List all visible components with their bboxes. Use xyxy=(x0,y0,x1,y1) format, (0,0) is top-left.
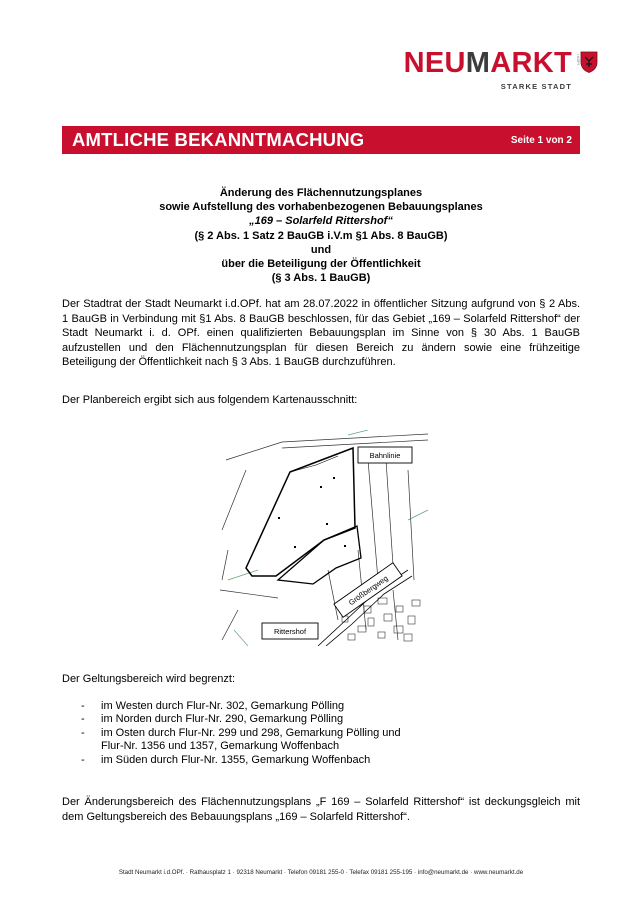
boundary-intro-text: Der Geltungsbereich wird begrenzt: xyxy=(62,673,236,685)
heading-line: (§ 3 Abs. 1 BauGB) xyxy=(271,272,371,285)
list-item xyxy=(62,727,580,754)
logo-text-arkt: ARKT xyxy=(490,47,572,79)
logo-tagline: STARKE STADT xyxy=(500,82,572,91)
list-item-text: im Westen durch Flur-Nr. 302, Gemarkung Pölling xyxy=(101,700,345,712)
map-label-rail: Bahnlinie xyxy=(369,451,401,460)
list-dash: - xyxy=(81,713,85,726)
heading-line: und xyxy=(310,243,332,256)
list-item-text: im Norden durch Flur-Nr. 290, Gemarkung Pölling xyxy=(101,713,344,726)
city-logo xyxy=(398,44,598,100)
logo-text-neu: NEU xyxy=(403,47,466,79)
logo-text-m: M xyxy=(465,47,491,79)
heading-line: „169 – Solarfeld Rittershof“ xyxy=(249,215,393,228)
closing-paragraph: Der Änderungsbereich des Flächennutzungsplans „F 169 – Solarfeld Rittershof“ ist deckungsgleich mit dem Geltungsbereich des Bebauungsplans „169 – Solarfeld Rittershof“. xyxy=(62,796,580,823)
list-item xyxy=(62,754,580,767)
list-item-text: im Süden durch Flur-Nr. 1355, Gemarkung Woffenbach xyxy=(101,753,371,766)
heading-line: über die Beteiligung der Öffentlichkeit xyxy=(221,258,421,271)
list-item-text: Flur-Nr. 1356 und 1357, Gemarkung Woffenbach xyxy=(101,740,340,753)
heading-line: (§ 2 Abs. 1 Satz 2 BauGB i.V.m §1 Abs. 8 BauGB) xyxy=(194,229,448,242)
list-dash: - xyxy=(81,726,85,739)
heading-line: sowie Aufstellung des vorhabenbezogenen Bebauungsplanes xyxy=(159,201,483,214)
banner-title: AMTLICHE BEKANNTMACHUNG xyxy=(72,129,365,150)
heading-line: Änderung des Flächennutzungsplanes xyxy=(219,187,423,199)
logo-wordmark xyxy=(404,48,572,78)
coat-of-arms-icon xyxy=(580,51,598,73)
announcement-banner xyxy=(62,126,580,154)
plan-intro-text: Der Planbereich ergibt sich aus folgendem Kartenausschnitt: xyxy=(62,394,358,406)
page-footer: Stadt Neumarkt i.d.OPf. · Rathausplatz 1 · 92318 Neumarkt · Telefon 09181 255-0 · Telefax 09181 255-195 · info@neumarkt.de · www.neumarkt.de xyxy=(118,869,524,876)
logo-suffix: i.d.OPf. xyxy=(576,54,580,66)
intro-paragraph: Der Stadtrat der Stadt Neumarkt i.d.OPf. hat am 28.07.2022 in öffentlicher Sitzung aufgrund von § 2 Abs. 1 BauGB in Verbindung mit §1 Abs. 8 BauGB beschlossen, für das Gebiet „169 – Solarfeld Rittershof“ der Stadt Neumarkt i. d. OPf. einen qualifizierten Bebauungsplan im Sinne von § 30 Abs. 1 BauGB aufzustellen und den Flächennutzungsplan für diesen Bereich zu ändern sowie eine frühzeitige Beteiligung der Öffentlichkeit nach § 3 Abs. 1 BauGB durchzuführen. xyxy=(62,298,580,368)
list-item xyxy=(62,700,580,713)
list-item xyxy=(62,713,580,726)
list-item-text: im Osten durch Flur-Nr. 299 und 298, Gemarkung Pölling und xyxy=(101,726,401,739)
boundary-list xyxy=(62,700,580,767)
list-dash: - xyxy=(81,753,85,766)
site-map xyxy=(218,430,430,646)
page-indicator: Seite 1 von 2 xyxy=(510,135,572,146)
document-heading xyxy=(62,186,580,285)
map-label-road: Größbergweg xyxy=(346,573,390,608)
list-dash: - xyxy=(81,700,85,712)
map-label-village: Rittershof xyxy=(273,627,307,636)
